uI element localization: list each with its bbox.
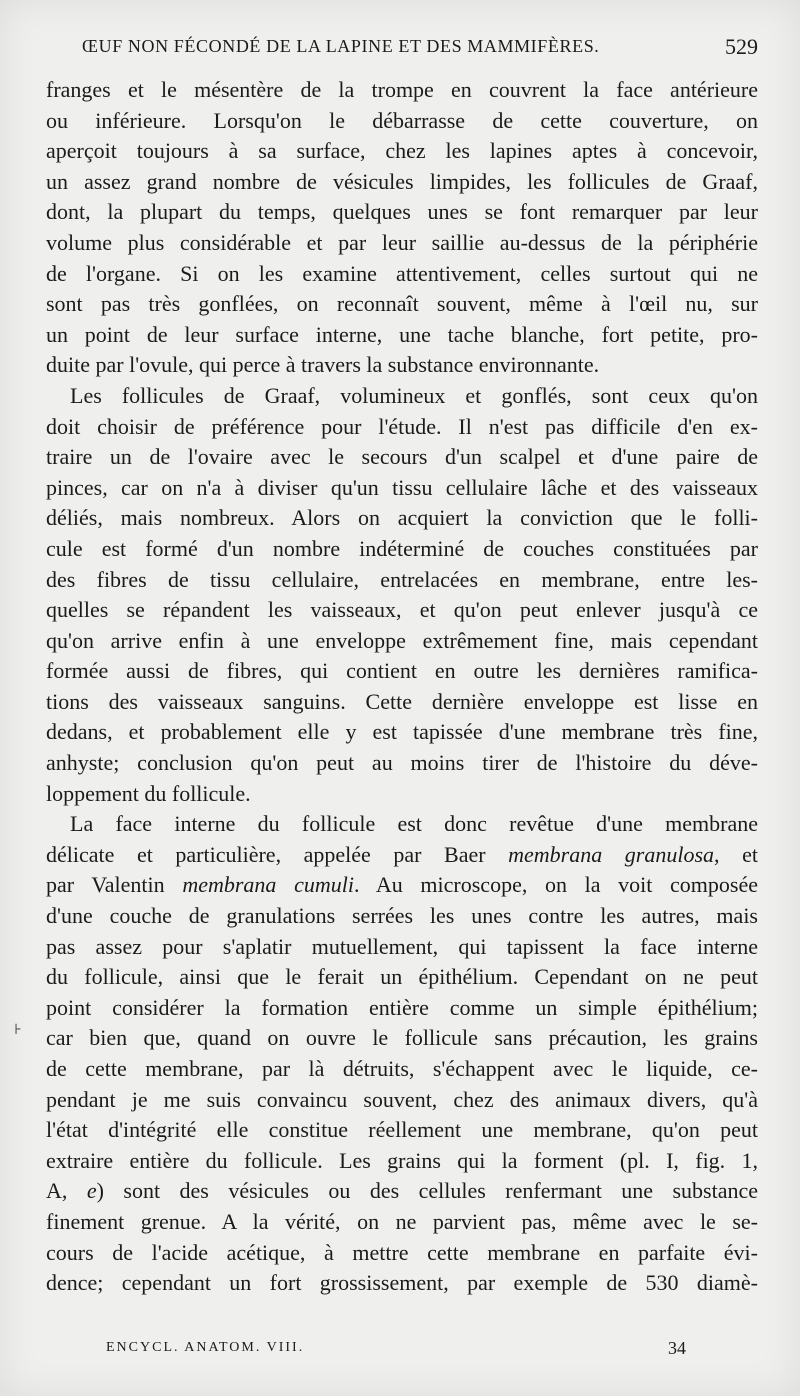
text-line: car bien que, quand on ouvre le follicule sans précaution, les grains — [46, 1025, 758, 1051]
text-line — [46, 870, 758, 901]
text-line: un assez grand nombre de vésicules limpides, les follicules de Graaf, — [46, 168, 758, 194]
text-line: d'une couche de granulations serrées les unes contre les autres, mais — [46, 903, 758, 929]
text-line: tions des vaisseaux sanguins. Cette dernière enveloppe est lisse en — [46, 688, 758, 714]
text-line: volume plus considérable et par leur saillie au-dessus de la périphérie — [46, 229, 758, 255]
italic-term: membrana cumuli — [182, 872, 354, 898]
page-header — [46, 34, 758, 64]
printer-signature: ENCYCL. ANATOM. VIII. — [106, 1340, 305, 1355]
text-line — [46, 840, 758, 871]
text-segment: , et — [714, 841, 758, 867]
text-line: du follicule, ainsi que le ferait un épithélium. Cependant on ne peut — [46, 964, 758, 990]
text-line: franges et le mésentère de la trompe en couvrent la face antérieure — [46, 77, 758, 102]
text-line: dence; cependant un fort grossissement, par exemple de 530 diamè- — [46, 1270, 758, 1296]
text-line: cule est formé d'un nombre indéterminé de couches constituées par — [46, 535, 758, 561]
text-line: pas assez pour s'aplatir mutuellement, qui tapissent la face interne — [46, 933, 758, 959]
margin-mark: ⊦ — [14, 1023, 22, 1038]
text-line: de cette membrane, par là détruits, s'échappent avec le liquide, ce- — [46, 1056, 758, 1081]
body-text — [46, 75, 758, 1299]
text-line: dedans, et probablement elle y est tapissée d'une membrane très fine, — [46, 719, 758, 745]
text-segment: ) sont des vésicules ou des cellules renfermant une substance — [96, 1178, 759, 1204]
text-line: Les follicules de Graaf, volumineux et gonflés, sont ceux qu'on — [70, 382, 758, 408]
text-line: ou inférieure. Lorsqu'on le débarrasse de cette couverture, on — [46, 107, 758, 133]
italic-term: membrana granulosa — [508, 841, 715, 867]
text-line: doit choisir de préférence pour l'étude. Il n'est pas difficile d'en ex- — [46, 413, 758, 439]
text-line: La face interne du follicule est donc revêtue d'une membrane — [70, 811, 758, 837]
text-line: pendant je me suis convaincu souvent, chez des animaux divers, qu'à — [46, 1086, 758, 1112]
text-segment: par Valentin — [46, 872, 183, 898]
text-line — [46, 1176, 758, 1207]
text-line: un point de leur surface interne, une tache blanche, fort petite, pro- — [46, 321, 758, 347]
text-segment: A, — [46, 1178, 87, 1204]
text-line: traire un de l'ovaire avec le secours d'un scalpel et d'une paire de — [46, 444, 758, 470]
italic-term: e — [86, 1178, 97, 1204]
sheet-number: 34 — [668, 1338, 686, 1358]
text-line: quelles se répandent les vaisseaux, et qu'on peut enlever jusqu'à ce — [46, 597, 758, 623]
text-line: de l'organe. Si on les examine attentivement, celles surtout qui ne — [46, 260, 758, 286]
text-line: anhyste; conclusion qu'on peut au moins tirer de l'histoire du déve- — [46, 750, 758, 776]
running-title: ŒUF NON FÉCONDÉ DE LA LAPINE ET DES MAMMIFÈRES. — [82, 36, 600, 56]
text-line: sont pas très gonflées, on reconnaît souvent, même à l'œil nu, sur — [46, 291, 758, 317]
text-line: extraire entière du follicule. Les grains qui la forment (pl. I, fig. 1, — [46, 1147, 758, 1173]
text-line: déliés, mais nombreux. Alors on acquiert la conviction que le folli- — [46, 505, 758, 531]
text-line: cours de l'acide acétique, à mettre cette membrane en parfaite évi- — [46, 1239, 758, 1265]
text-line: duite par l'ovule, qui perce à travers la substance environnante. — [46, 352, 600, 378]
text-line: finement grenue. A la vérité, on ne parvient pas, même avec le se- — [46, 1208, 758, 1234]
text-line: loppement du follicule. — [46, 780, 251, 806]
text-line: des fibres de tissu cellulaire, entrelacées en membrane, entre les- — [46, 566, 758, 592]
text-line: formée aussi de fibres, qui contient en outre les dernières ramifica- — [46, 658, 758, 684]
text-segment: délicate et particulière, appelée par Baer — [46, 841, 509, 867]
page-number: 529 — [725, 34, 758, 59]
text-line: l'état d'intégrité elle constitue réellement une membrane, qu'on peut — [46, 1117, 758, 1143]
text-line: aperçoit toujours à sa surface, chez les lapines aptes à concevoir, — [46, 138, 758, 164]
text-line: qu'on arrive enfin à une enveloppe extrêmement fine, mais cependant — [46, 627, 758, 653]
text-segment: . Au microscope, on la voit composée — [353, 872, 758, 898]
text-line: point considérer la formation entière comme un simple épithélium; — [46, 994, 758, 1020]
text-line: pinces, car on n'a à diviser qu'un tissu cellulaire lâche et des vaisseaux — [46, 474, 758, 500]
page-footer — [106, 1340, 686, 1364]
text-line: dont, la plupart du temps, quelques unes se font remarquer par leur — [46, 199, 758, 225]
